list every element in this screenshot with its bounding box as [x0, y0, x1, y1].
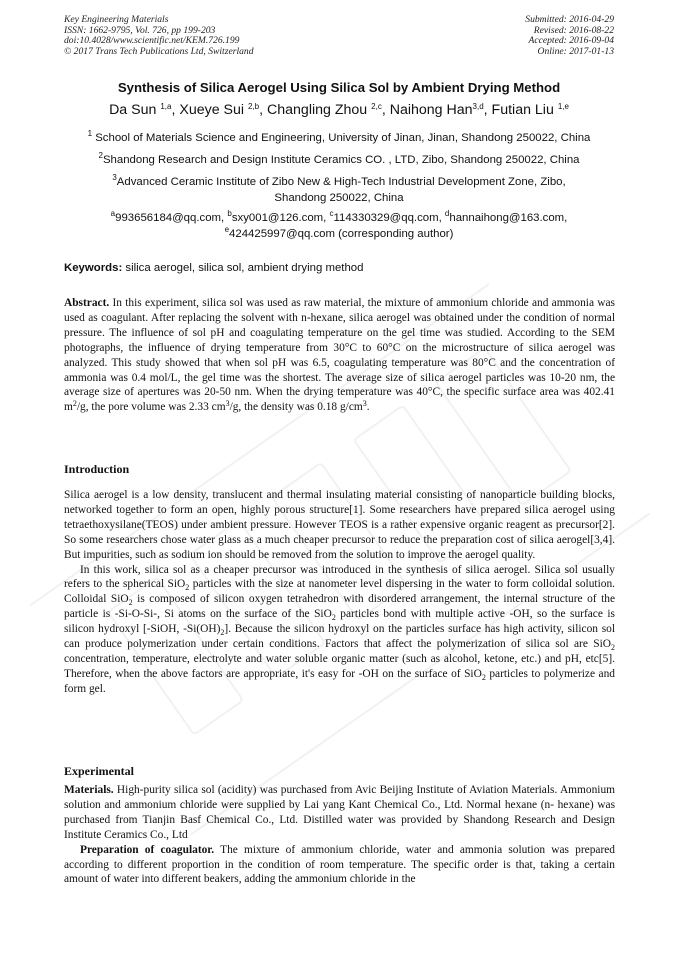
introduction-section — [64, 488, 615, 697]
affiliation-1: $^1$ School of Materials Science and Engineering, University of Jinan, Jinan, Shandong 250022, China — [87, 129, 591, 144]
journal-info — [64, 15, 254, 57]
preparation-label: Preparation of coagulator. — [80, 843, 215, 856]
author-name: Da Sun — [109, 102, 157, 118]
author-list: Da Sun $^{1,a}$, Xueye Sui $^{2,b}$, Changling Zhou $^{2,c}$, Naihong Han$^{3,d}$, Futian Liu $^{1,e}$ — [109, 102, 569, 118]
abstract: Abstract. In this experiment, silica sol was used as raw material, the mixture of ammonium chloride and ammonia was used as coagulant. After replacing the solvent with n-hexane, silica aerogel was obtained under the condition of normal pressure. The influence of sol pH and coagulating temperature on the gel time was studied. According to the SEM photographs, the influence of drying temperature from 30°C to 60°C on the microstructure of silica aerogel was analyzed. This study showed that when sol pH was 6.5, coagulating temperature was 80°C and the concentration of ammonia was 0.4 mol/L, the gel time was the shortest. The average size of silica aerogel particles was 10-20 nm, the average size of apertures was 20-50 nm. When the drying temperature was 40°C, the specific surface area was 402.41 $m^2/g$, the pore volume was 2.33 $cm^3/g$, the density was 0.18 $g/cm^3$. — [64, 297, 615, 414]
keywords-label: Keywords: — [64, 262, 123, 274]
affiliation-3: $^3$Advanced Ceramic Institute of Zibo New & High-Tech Industrial Development Zone, Zibo, Shandong 250022, China — [112, 173, 566, 204]
affiliation-2: $^2$Shandong Research and Design Institute Ceramics CO. , LTD, Zibo, Shandong 250022, China — [98, 151, 580, 166]
date-revised: Revised: 2016-08-22 — [533, 24, 614, 36]
preparation-paragraph: Preparation of coagulator. The mixture of ammonium chloride, water and ammonia solution was prepared according to different proportion in the condition of room temperature. The specific order is that, taking a certain amount of water into different beakers, adding the ammonium chloride in the — [64, 843, 615, 886]
email-link[interactable]: 424425997@qq.com (corresponding author) — [229, 227, 454, 240]
date-submitted: Submitted: 2016-04-29 — [525, 14, 614, 25]
submission-dates — [525, 15, 614, 57]
paper-title: Synthesis of Silica Aerogel Using Silica Sol by Ambient Drying Method — [117, 80, 561, 95]
keywords-text: silica aerogel, silica sol, ambient drying method — [122, 262, 364, 274]
materials-paragraph: Materials. High-purity silica sol (acidity) was purchased from Avic Beijing Institute of Aviation Materials. Ammonium solution and ammonium chloride were supplied by Lai yang Kant Chemical Co., Ltd. Normal hexane (n- hexane) was purchased from Tianjin Basf Chemical Co., Ltd. Distilled water was provided by Shandong Research and Design Institute Ceramics Co., Ltd — [64, 784, 615, 841]
date-online: Online: 2017-01-13 — [537, 45, 614, 57]
abstract-label: Abstract. — [64, 297, 110, 309]
materials-label: Materials. — [64, 784, 114, 796]
experimental-heading: Experimental — [64, 764, 134, 778]
introduction-heading: Introduction — [64, 462, 130, 476]
author-name: Changling Zhou — [267, 102, 368, 118]
author-sup: 1,a — [160, 102, 172, 111]
author-name: Futian Liu — [491, 102, 554, 118]
intro-paragraph-1: Silica aerogel is a low density, translucent and thermal insulating material consisting of nanoparticle building blocks, networked together to form an open, highly porous structure[1]. Some researchers have prepared silica aerogel using tetraethoxysilane(TEOS) under ambient pressure. However TEOS is a rather expensive organic reagent as precursor[2]. So some researchers chose water glass as a much cheaper precursor to reduce the preparation cost of silica aerogel[3,4]. But impurities, such as sodium ion should be removed from the solution to improve the aerogel quality. — [64, 489, 615, 561]
journal-issn: ISSN: 1662-9795, Vol. 726, pp 199-203 — [64, 24, 216, 36]
email-link[interactable]: hannaihong@163.com, — [449, 212, 568, 224]
author-name: Naihong Han — [389, 102, 473, 118]
intro-paragraph-2: In this work, silica sol as a cheaper precursor was introduced in the synthesis of silica aerogel. Silica sol usually refers to the spherical SiO$_2$ particles with the size at nanometer level dispersing in the water to form colloidal solution. Colloidal SiO$_2$ is composed of silicon oxygen tetrahedron with disordered arrangement, the internal structure of the particle is -Si-O-Si-, Si atoms on the surface of the SiO$_2$ particles bond with multiple active -OH, so the surface is silicon hydroxyl [-SiOH, $-Si(OH)_2$]. Because the silicon hydroxyl on the particles surface has high activity, silicon sol can produce polymerization under certain conditions. Factors that affect the polymerization of silica sol are SiO$_2$ concentration, temperature, electrolyte and water soluble organic matter (such as alcohol, ketone, etc.) and pH, etc[5]. Therefore, when the above factors are appropriate, it's easy for -OH on the surface of SiO$_2$ particles to polymerize and form gel. — [64, 563, 615, 695]
author-emails: $^a$993656184@qq.com, $^b$sxy001@126.com, $^c$114330329@qq.com, $^d$hannaihong@163.com, $^e$424425997@qq.com (corresponding author) — [110, 209, 568, 240]
journal-doi: doi:10.4028/www.scientific.net/KEM.726.199 — [64, 35, 240, 47]
email-link[interactable]: 114330329@qq.com, — [333, 212, 445, 224]
email-link[interactable]: 993656184@qq.com, — [115, 212, 228, 224]
author-sup: 1,e — [557, 102, 569, 111]
date-accepted: Accepted: 2016-09-04 — [528, 35, 614, 47]
journal-name: Key Engineering Materials — [64, 14, 169, 25]
author-sup: 3,d — [472, 102, 484, 111]
experimental-section — [64, 783, 615, 887]
journal-copyright: © 2017 Trans Tech Publications Ltd, Switzerland — [64, 45, 254, 57]
author-name: Xueye Sui — [179, 102, 245, 118]
author-sup: 2,b — [248, 102, 260, 111]
email-link[interactable]: sxy001@126.com, — [231, 212, 330, 224]
author-sup: 2,c — [371, 102, 382, 111]
keywords — [64, 262, 624, 274]
